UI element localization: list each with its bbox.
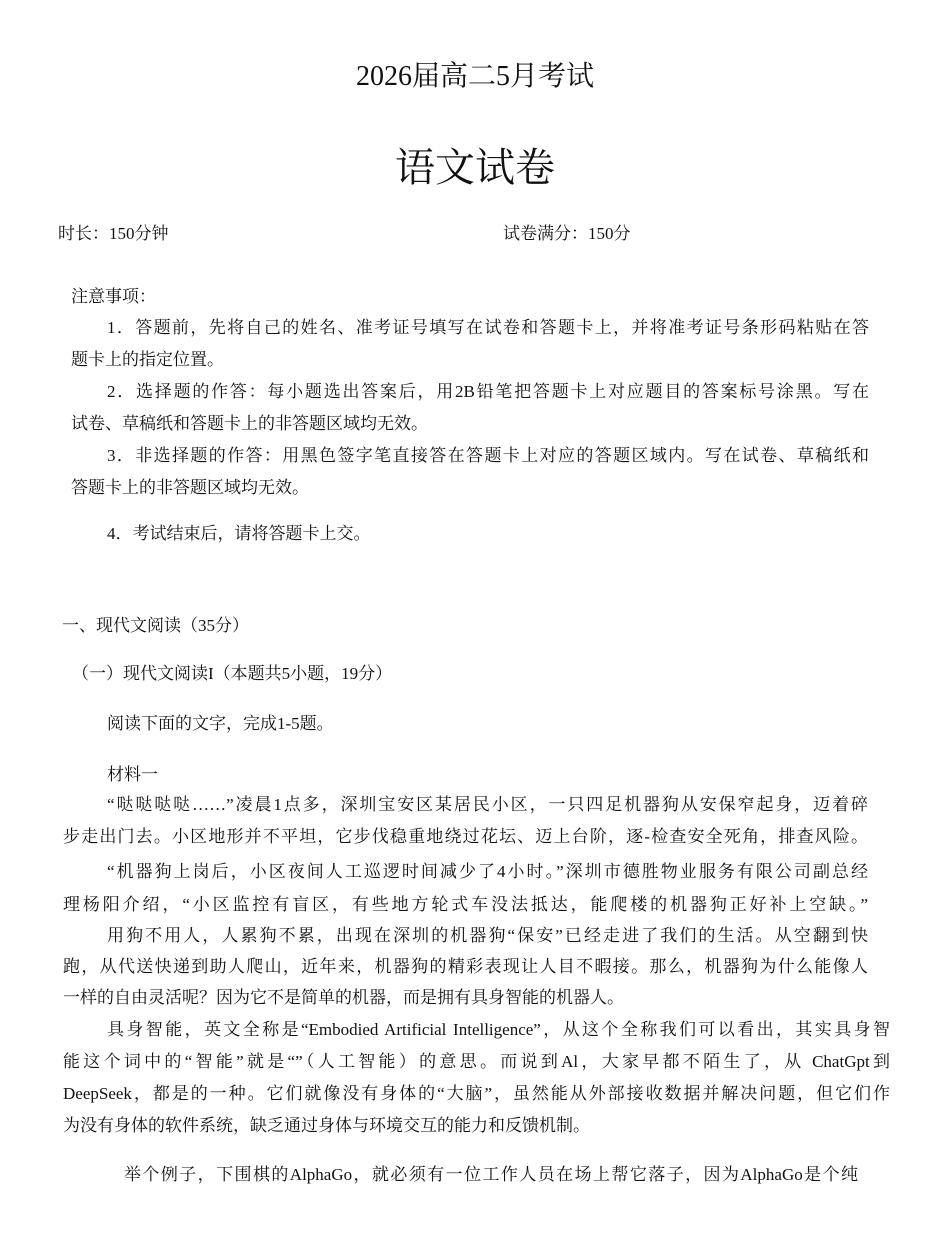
passage-line: 举个例子，下围棋的AlphaGo，就必须有一位工作人员在场上帮它落子，因为AlphaGo是个纯 — [124, 1165, 858, 1184]
notice-item-2-line-2: 试卷、草稿纸和答题卡上的非答题区域均无效。 — [71, 414, 428, 433]
passage-line: 理杨阳介绍，“小区监控有盲区，有些地方轮式车没法抵达，能爬楼的机器狗正好补上空缺。” — [63, 895, 868, 914]
section-subtitle: （一）现代文阅读I（本题共5小题，19分） — [72, 664, 393, 683]
exam-title: 2026届高二5月考试 — [355, 61, 594, 92]
notice-item-2-line-1: 2．选择题的作答：每小题选出答案后，用2B铅笔把答题卡上对应题目的答案标号涂黑。写在 — [107, 382, 869, 401]
passage-line: 步走出门去。小区地形并不平坦，它步伐稳重地绕过花坛、迈上台阶，逐-检查安全死角，排查风险。 — [63, 827, 868, 846]
notice-item-1-line-1: 1．答题前，先将自己的姓名、准考证号填写在试卷和答题卡上，并将准考证号条形码粘贴在答 — [107, 318, 869, 337]
passage-line: 一样的自由灵活呢？因为它不是简单的机器，而是拥有具身智能的机器人。 — [63, 988, 624, 1007]
passage-line: 为没有身体的软件系统，缺乏通过身体与环境交互的能力和反馈机制。 — [63, 1116, 590, 1135]
passage-line: DeepSeek，都是的一种。它们就像没有身体的“大脑”，虽然能从外部接收数据并解决问题，但它们作 — [63, 1084, 890, 1103]
notice-item-3-line-2: 答题卡上的非答题区域均无效。 — [71, 478, 309, 497]
material-label: 材料一 — [107, 765, 158, 784]
notice-item-1-line-2: 题卡上的指定位置。 — [71, 350, 224, 369]
notice-heading: 注意事项： — [71, 287, 156, 306]
passage-line: “机器狗上岗后，小区夜间人工巡逻时间减少了4小时。”深圳市德胜物业服务有限公司副总经 — [107, 862, 868, 881]
section-title: 一、现代文阅读（35分） — [62, 616, 249, 635]
notice-item-3-line-1: 3．非选择题的作答：用黑色签字笔直接答在答题卡上对应的答题区域内。写在试卷、草稿纸和 — [107, 446, 869, 465]
reading-instruction: 阅读下面的文字，完成1-5题。 — [107, 714, 334, 733]
passage-line: 跑，从代送快递到助人爬山，近年来，机器狗的精彩表现让人目不暇接。那么，机器狗为什么能像人 — [63, 957, 868, 976]
exam-duration: 时长：150分钟 — [58, 224, 169, 243]
passage-line: “哒哒哒哒……”凌晨1点多，深圳宝安区某居民小区，一只四足机器狗从安保窄起身，迈着碎 — [107, 795, 868, 814]
passage-line: 用狗不用人，人累狗不累，出现在深圳的机器狗“保安”已经走进了我们的生活。从空翻到快 — [107, 926, 868, 945]
exam-full-score: 试卷满分：150分 — [503, 224, 631, 243]
notice-item-4: 4．考试结束后，请将答题卡上交。 — [107, 524, 371, 543]
passage-line: 能这个词中的“智能”就是“”（人工智能）的意思。而说到Al，大家早都不陌生了，从 ChatGpt到 — [63, 1052, 890, 1071]
passage-line: 具身智能，英文全称是“Embodied Artificial Intelligence”，从这个全称我们可以看出，其实具身智 — [107, 1020, 890, 1039]
subject-title: 语文试卷 — [395, 145, 555, 190]
